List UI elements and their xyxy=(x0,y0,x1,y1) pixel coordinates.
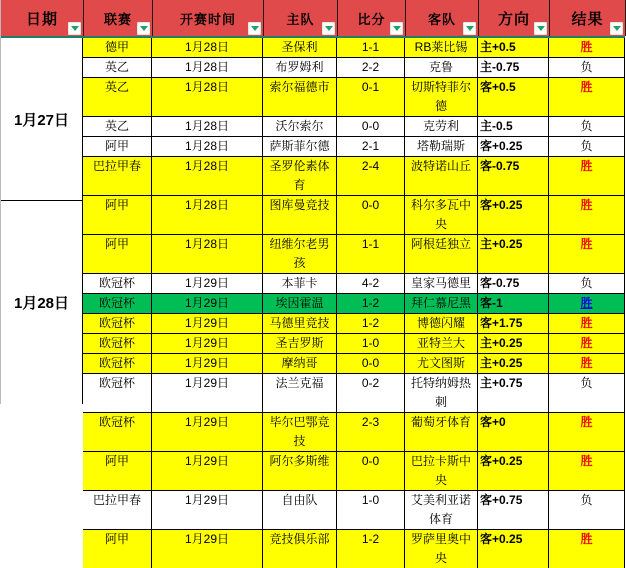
cell-home-team[interactable]: 布罗姆利 xyxy=(263,58,337,78)
cell-league[interactable]: 巴拉甲春 xyxy=(83,491,152,530)
cell-league[interactable]: 英乙 xyxy=(83,117,152,137)
cell-league[interactable]: 阿甲 xyxy=(83,196,152,235)
table-row xyxy=(83,137,625,157)
column-header-kickoff-label: 开赛时间 xyxy=(179,11,236,27)
cell-league[interactable]: 英乙 xyxy=(83,78,152,117)
cell-league[interactable]: 欧冠杯 xyxy=(83,294,152,314)
table-row xyxy=(83,117,625,137)
cell-home-team[interactable]: 自由队 xyxy=(263,491,337,530)
chevron-down-icon xyxy=(393,26,401,31)
column-header-score-label: 比分 xyxy=(357,11,386,27)
table-header xyxy=(1,0,625,38)
cell-kickoff[interactable]: 1月29日 xyxy=(152,491,263,530)
filter-button-result[interactable] xyxy=(610,22,623,35)
cell-kickoff[interactable]: 1月28日 xyxy=(152,38,263,58)
chevron-down-icon xyxy=(251,26,259,31)
table-row xyxy=(83,58,625,78)
cell-kickoff[interactable]: 1月28日 xyxy=(152,157,263,196)
cell-direction[interactable]: 客-0.75 xyxy=(478,274,549,294)
cell-home-team[interactable]: 沃尔索尔 xyxy=(263,117,337,137)
filter-button-date[interactable] xyxy=(68,22,81,35)
column-header-home[interactable] xyxy=(264,0,338,36)
cell-home-team[interactable]: 本菲卡 xyxy=(263,274,337,294)
cell-direction[interactable]: 客+0.25 xyxy=(478,452,549,491)
cell-score[interactable]: 2-1 xyxy=(337,137,405,157)
cell-direction[interactable]: 主+0.25 xyxy=(478,334,549,354)
column-header-score[interactable] xyxy=(338,0,406,36)
cell-away-team[interactable]: 葡萄牙体育 xyxy=(405,413,478,452)
cell-score[interactable]: 2-4 xyxy=(337,157,405,196)
cell-direction[interactable]: 主+0.25 xyxy=(478,235,549,274)
cell-result[interactable]: 负 xyxy=(549,491,625,530)
cell-direction[interactable]: 主-0.75 xyxy=(478,58,549,78)
cell-score[interactable]: 1-2 xyxy=(337,314,405,334)
cell-away-team[interactable]: 阿根廷独立 xyxy=(405,235,478,274)
filter-button-kickoff[interactable] xyxy=(248,22,261,35)
cell-league[interactable]: 英乙 xyxy=(83,58,152,78)
cell-direction[interactable]: 客+0.25 xyxy=(478,196,549,235)
chevron-down-icon xyxy=(140,26,148,31)
cell-result[interactable]: 负 xyxy=(549,117,625,137)
cell-result[interactable]: 胜 xyxy=(549,78,625,117)
cell-league[interactable]: 欧冠杯 xyxy=(83,413,152,452)
cell-score[interactable]: 2-3 xyxy=(337,413,405,452)
cell-score[interactable]: 0-0 xyxy=(337,196,405,235)
cell-score[interactable]: 1-0 xyxy=(337,334,405,354)
cell-kickoff[interactable]: 1月29日 xyxy=(152,413,263,452)
cell-direction[interactable]: 主-0.5 xyxy=(478,117,549,137)
cell-home-team[interactable]: 索尔福德市 xyxy=(263,78,337,117)
cell-result[interactable]: 负 xyxy=(549,58,625,78)
cell-home-team[interactable]: 埃因霍温 xyxy=(263,294,337,314)
table-row xyxy=(83,196,625,235)
cell-score[interactable]: 0-0 xyxy=(337,354,405,374)
cell-away-team[interactable]: 波特诺山丘 xyxy=(405,157,478,196)
cell-result[interactable]: 胜 xyxy=(549,196,625,235)
cell-result[interactable]: 负 xyxy=(549,137,625,157)
table-row xyxy=(83,78,625,117)
cell-away-team[interactable]: 科尔多瓦中央 xyxy=(405,196,478,235)
cell-kickoff[interactable]: 1月29日 xyxy=(152,452,263,491)
cell-score[interactable]: 0-1 xyxy=(337,78,405,117)
cell-away-team[interactable]: 皇家马德里 xyxy=(405,274,478,294)
cell-away-team[interactable]: 尤文图斯 xyxy=(405,354,478,374)
column-header-league-label: 联赛 xyxy=(103,11,132,27)
cell-result[interactable]: 胜 xyxy=(549,294,625,314)
cell-kickoff[interactable]: 1月29日 xyxy=(152,530,263,568)
chevron-down-icon xyxy=(71,26,79,31)
cell-result[interactable]: 胜 xyxy=(549,235,625,274)
cell-score[interactable]: 0-0 xyxy=(337,117,405,137)
chevron-down-icon xyxy=(613,26,621,31)
cell-kickoff[interactable]: 1月28日 xyxy=(152,137,263,157)
cell-home-team[interactable]: 萨斯菲尔德 xyxy=(263,137,337,157)
cell-kickoff[interactable]: 1月29日 xyxy=(152,314,263,334)
filter-button-home[interactable] xyxy=(322,22,335,35)
cell-direction[interactable]: 客+1.75 xyxy=(478,314,549,334)
cell-direction[interactable]: 主+0.25 xyxy=(478,354,549,374)
cell-league[interactable]: 巴拉甲春 xyxy=(83,157,152,196)
table-row xyxy=(83,491,625,530)
cell-kickoff[interactable]: 1月28日 xyxy=(152,235,263,274)
cell-score[interactable]: 0-0 xyxy=(337,452,405,491)
cell-result[interactable]: 胜 xyxy=(549,334,625,354)
cell-result[interactable]: 负 xyxy=(549,374,625,413)
chevron-down-icon xyxy=(325,26,333,31)
cell-score[interactable]: 0-2 xyxy=(337,374,405,413)
cell-away-team[interactable]: 克劳利 xyxy=(405,117,478,137)
cell-away-team[interactable]: 托特纳姆热刺 xyxy=(405,374,478,413)
cell-direction[interactable]: 客-0.75 xyxy=(478,157,549,196)
cell-direction[interactable]: 客+0.25 xyxy=(478,137,549,157)
cell-home-team[interactable]: 图库曼竞技 xyxy=(263,196,337,235)
cell-direction[interactable]: 客+0.75 xyxy=(478,491,549,530)
cell-league[interactable]: 欧冠杯 xyxy=(83,354,152,374)
cell-kickoff[interactable]: 1月28日 xyxy=(152,117,263,137)
table-row xyxy=(83,413,625,452)
table-body-wrap xyxy=(1,38,625,565)
cell-home-team[interactable]: 法兰克福 xyxy=(263,374,337,413)
cell-kickoff[interactable]: 1月29日 xyxy=(152,354,263,374)
table-row xyxy=(83,294,625,314)
cell-away-team[interactable]: 博德闪耀 xyxy=(405,314,478,334)
filter-button-score[interactable] xyxy=(390,22,403,35)
cell-kickoff[interactable]: 1月28日 xyxy=(152,196,263,235)
cell-kickoff[interactable]: 1月28日 xyxy=(152,78,263,117)
cell-kickoff[interactable]: 1月29日 xyxy=(152,374,263,413)
cell-league[interactable]: 欧冠杯 xyxy=(83,314,152,334)
table-row xyxy=(83,38,625,58)
date-group-cell[interactable]: 1月28日 xyxy=(1,201,83,404)
column-header-away[interactable] xyxy=(406,0,479,36)
table-row xyxy=(83,374,625,413)
cell-direction[interactable]: 客+0.25 xyxy=(478,530,549,568)
cell-result[interactable]: 胜 xyxy=(549,314,625,334)
cell-result[interactable]: 胜 xyxy=(549,452,625,491)
cell-kickoff[interactable]: 1月29日 xyxy=(152,334,263,354)
table-row xyxy=(83,274,625,294)
cell-away-team[interactable]: 克鲁 xyxy=(405,58,478,78)
cell-score[interactable]: 1-0 xyxy=(337,491,405,530)
cell-direction[interactable]: 客+0 xyxy=(478,413,549,452)
cell-result[interactable]: 胜 xyxy=(549,38,625,58)
cell-league[interactable]: 德甲 xyxy=(83,38,152,58)
filter-button-league[interactable] xyxy=(137,22,150,35)
cell-result[interactable]: 胜 xyxy=(549,157,625,196)
cell-direction[interactable]: 主+0.5 xyxy=(478,38,549,58)
table-row xyxy=(83,314,625,334)
cell-away-team[interactable]: 巴拉卡斯中央 xyxy=(405,452,478,491)
column-header-result-label: 结果 xyxy=(571,10,604,28)
cell-score[interactable]: 1-1 xyxy=(337,235,405,274)
cell-result[interactable]: 胜 xyxy=(549,354,625,374)
column-header-direction-label: 方向 xyxy=(497,10,530,28)
cell-score[interactable]: 2-2 xyxy=(337,58,405,78)
cell-home-team[interactable]: 摩纳哥 xyxy=(263,354,337,374)
date-group-cell[interactable]: 1月27日 xyxy=(1,38,83,201)
cell-league[interactable]: 阿甲 xyxy=(83,235,152,274)
cell-home-team[interactable]: 马德里竞技 xyxy=(263,314,337,334)
column-header-date-label: 日期 xyxy=(25,10,58,28)
cell-home-team[interactable]: 圣保利 xyxy=(263,38,337,58)
cell-score[interactable]: 1-2 xyxy=(337,530,405,568)
cell-league[interactable]: 阿甲 xyxy=(83,452,152,491)
cell-kickoff[interactable]: 1月29日 xyxy=(152,274,263,294)
cell-result[interactable]: 胜 xyxy=(549,413,625,452)
cell-direction[interactable]: 客+0.5 xyxy=(478,78,549,117)
cell-result[interactable]: 胜 xyxy=(549,530,625,568)
column-header-result[interactable] xyxy=(550,0,626,36)
column-header-direction[interactable] xyxy=(479,0,550,36)
cell-home-team[interactable]: 圣罗伦素体育 xyxy=(263,157,337,196)
cell-kickoff[interactable]: 1月29日 xyxy=(152,294,263,314)
cell-home-team[interactable]: 竞技俱乐部 xyxy=(263,530,337,568)
cell-home-team[interactable]: 毕尔巴鄂竞技 xyxy=(263,413,337,452)
date-column xyxy=(1,38,83,404)
chevron-down-icon xyxy=(466,26,474,31)
cell-league[interactable]: 欧冠杯 xyxy=(83,334,152,354)
cell-result[interactable]: 负 xyxy=(549,274,625,294)
column-header-home-label: 主队 xyxy=(286,11,315,27)
chevron-down-icon xyxy=(537,26,545,31)
cell-away-team[interactable]: RB莱比锡 xyxy=(405,38,478,58)
column-header-away-label: 客队 xyxy=(427,11,456,27)
table-row xyxy=(83,334,625,354)
cell-home-team[interactable]: 圣吉罗斯 xyxy=(263,334,337,354)
cell-score[interactable]: 4-2 xyxy=(337,274,405,294)
cell-away-team[interactable]: 塔勒瑞斯 xyxy=(405,137,478,157)
cell-league[interactable]: 欧冠杯 xyxy=(83,374,152,413)
table-row xyxy=(83,530,625,568)
table-row xyxy=(83,235,625,274)
table-row xyxy=(83,354,625,374)
cell-away-team[interactable]: 亚特兰大 xyxy=(405,334,478,354)
table-row xyxy=(83,157,625,196)
cell-home-team[interactable]: 阿尔多斯维 xyxy=(263,452,337,491)
column-header-league[interactable] xyxy=(84,0,153,36)
filter-button-away[interactable] xyxy=(463,22,476,35)
cell-league[interactable]: 欧冠杯 xyxy=(83,274,152,294)
cell-away-team[interactable]: 拜仁慕尼黑 xyxy=(405,294,478,314)
cell-score[interactable]: 1-1 xyxy=(337,38,405,58)
table-row xyxy=(83,452,625,491)
column-header-date[interactable] xyxy=(1,0,84,36)
cell-away-team[interactable]: 罗萨里奥中央 xyxy=(405,530,478,568)
cell-score[interactable]: 1-2 xyxy=(337,294,405,314)
cell-league[interactable]: 阿甲 xyxy=(83,530,152,568)
cell-direction[interactable]: 客-1 xyxy=(478,294,549,314)
filter-button-direction[interactable] xyxy=(534,22,547,35)
cell-home-team[interactable]: 纽维尔老男孩 xyxy=(263,235,337,274)
cell-direction[interactable]: 主+0.75 xyxy=(478,374,549,413)
cell-league[interactable]: 阿甲 xyxy=(83,137,152,157)
cell-away-team[interactable]: 切斯特菲尔德 xyxy=(405,78,478,117)
column-header-kickoff[interactable] xyxy=(153,0,264,36)
table-body xyxy=(83,38,625,565)
cell-kickoff[interactable]: 1月28日 xyxy=(152,58,263,78)
cell-away-team[interactable]: 艾美利亚诺体育 xyxy=(405,491,478,530)
